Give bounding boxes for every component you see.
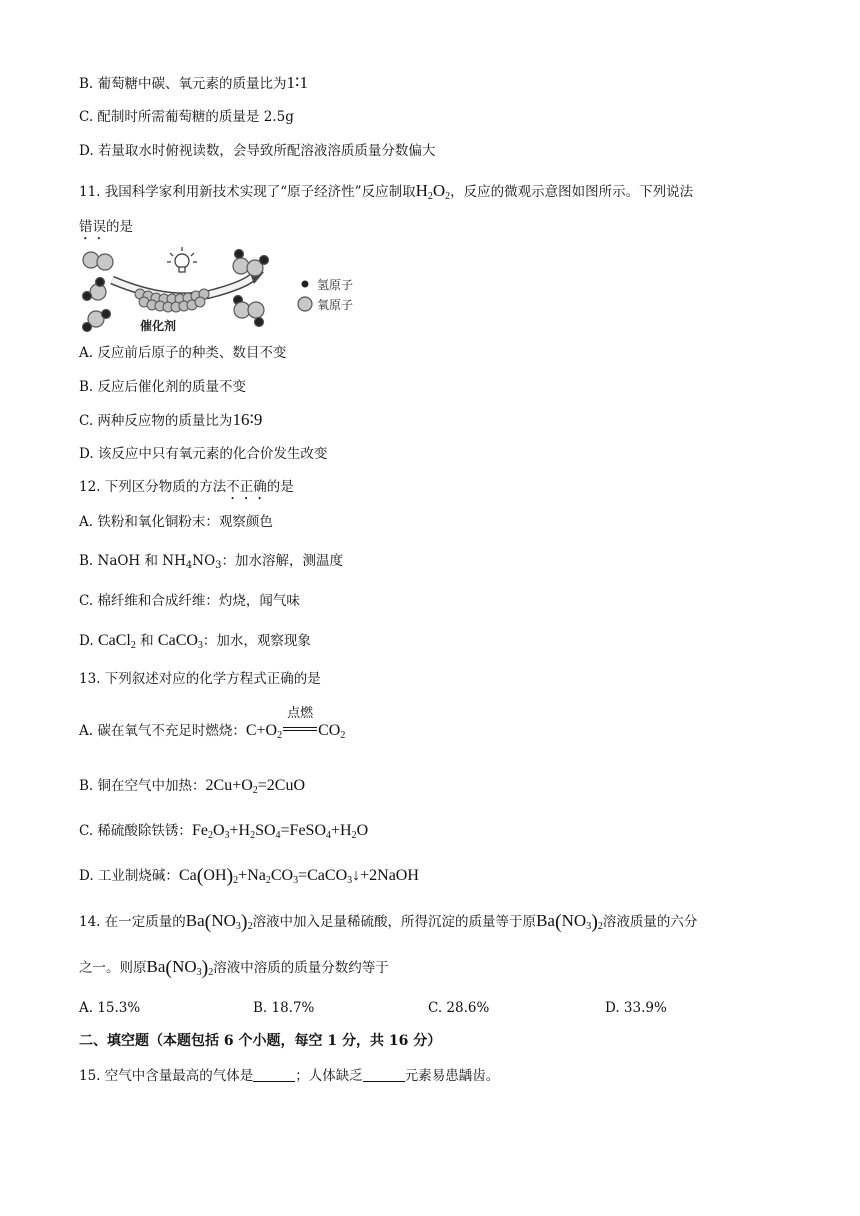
hydrogen-atom [255,318,264,327]
q10-option-c: C. 配制时所需葡萄糖的质量是 2.5g [79,109,294,125]
oxygen-atom [233,258,249,274]
q10-option-d: D. 若量取水时俯视读数，会导致所配溶液溶质质量分数偏大 [79,143,436,159]
hydrogen-atom [260,256,269,265]
answer-blank[interactable] [253,1067,295,1082]
q12-stem: 12. 下列区分物质的方法不正确的是 [79,479,294,495]
legend-hydrogen-label: 氢原子 [317,278,354,292]
q14-option-d: D. 33.9% [605,1000,667,1016]
q11-option-a: A. 反应前后原子的种类、数目不变 [79,345,287,361]
hydrogen-atom [83,292,92,301]
q13-option-b: B. 铜在空气中加热：$2Cu+O_2=2CuO$ [79,777,306,796]
q11-stem-cont: 错误的是 [79,219,133,235]
hydrogen-atom [235,250,244,259]
q15-stem: 15. 空气中含量最高的气体是 ；人体缺乏 元素易患龋齿。 [79,1068,500,1084]
q14-option-b: B. 18.7% [253,1000,315,1016]
answer-blank[interactable] [363,1067,405,1082]
q12-option-b: B. NaOH 和 $NH_4NO_3$：加水溶解，测温度 [79,553,344,571]
oxygen-atom [83,252,99,268]
q14-option-c: C. 28.6% [428,1000,490,1016]
q11-option-b: B. 反应后催化剂的质量不变 [79,379,247,395]
legend-oxygen-label: 氧原子 [317,298,354,312]
hydrogen-atom [83,323,92,332]
q14-option-a: A. 15.3% [79,1000,141,1016]
reaction-condition: 点燃 [283,721,317,741]
section-heading: 二、填空题（本题包括 6 个小题，每空 1 分，共 16 分） [79,1033,442,1049]
q14-stem: 14. 在一定质量的$Ba(NO_3)_2$溶液中加入足量稀硫酸，所得沉淀的质量等于原$Ba(NO_3)_2$溶液质量的六分 [79,911,698,933]
q12-option-a: A. 铁粉和氧化铜粉末：观察颜色 [79,514,273,530]
q14-stem-cont: 之一。则原$Ba(NO_3)_2$溶液中溶质的质量分数约等于 [79,957,389,979]
q11-option-c: C. 两种反应物的质量比为16∶9 [79,410,263,429]
legend-hydrogen-marker [302,281,309,288]
hydrogen-atom [102,310,111,319]
q13-option-d: D. 工业制烧碱：$Ca(OH)_2+Na_2CO_3=CaCO_3↓+2NaOH$ [79,865,419,887]
q10-option-b: B. 葡萄糖中碳、氧元素的质量比为1∶1 [79,73,308,92]
q13-option-a: A. 碳在氧气不充足时燃烧：$C+O_2$ 点燃 $CO_2$ [79,706,346,741]
catalyst-label: 催化剂 [140,319,177,333]
q11-option-d: D. 该反应中只有氧元素的化合价发生改变 [79,446,328,462]
legend-oxygen-marker [298,297,312,311]
q13-stem: 13. 下列叙述对应的化学方程式正确的是 [79,671,321,687]
q12-option-c: C. 棉纤维和合成纤维：灼烧，闻气味 [79,593,300,609]
hydrogen-atom [96,278,105,287]
q11-stem: 11. 我国科学家利用新技术实现了“原子经济性”反应制取$H_2O_2$，反应的微观示意图如图所示。下列说法 [79,181,694,202]
q12-option-d: D. CaCl$_2$ 和 CaCO$_3$：加水，观察现象 [79,632,311,651]
oxygen-atom [248,302,264,318]
q13-option-c: C. 稀硫酸除铁锈：$Fe_2O_3+H_2SO_4=FeSO_4+H_2O$ [79,822,369,841]
light-bulb-icon [167,247,197,272]
oxygen-atom [97,254,113,270]
